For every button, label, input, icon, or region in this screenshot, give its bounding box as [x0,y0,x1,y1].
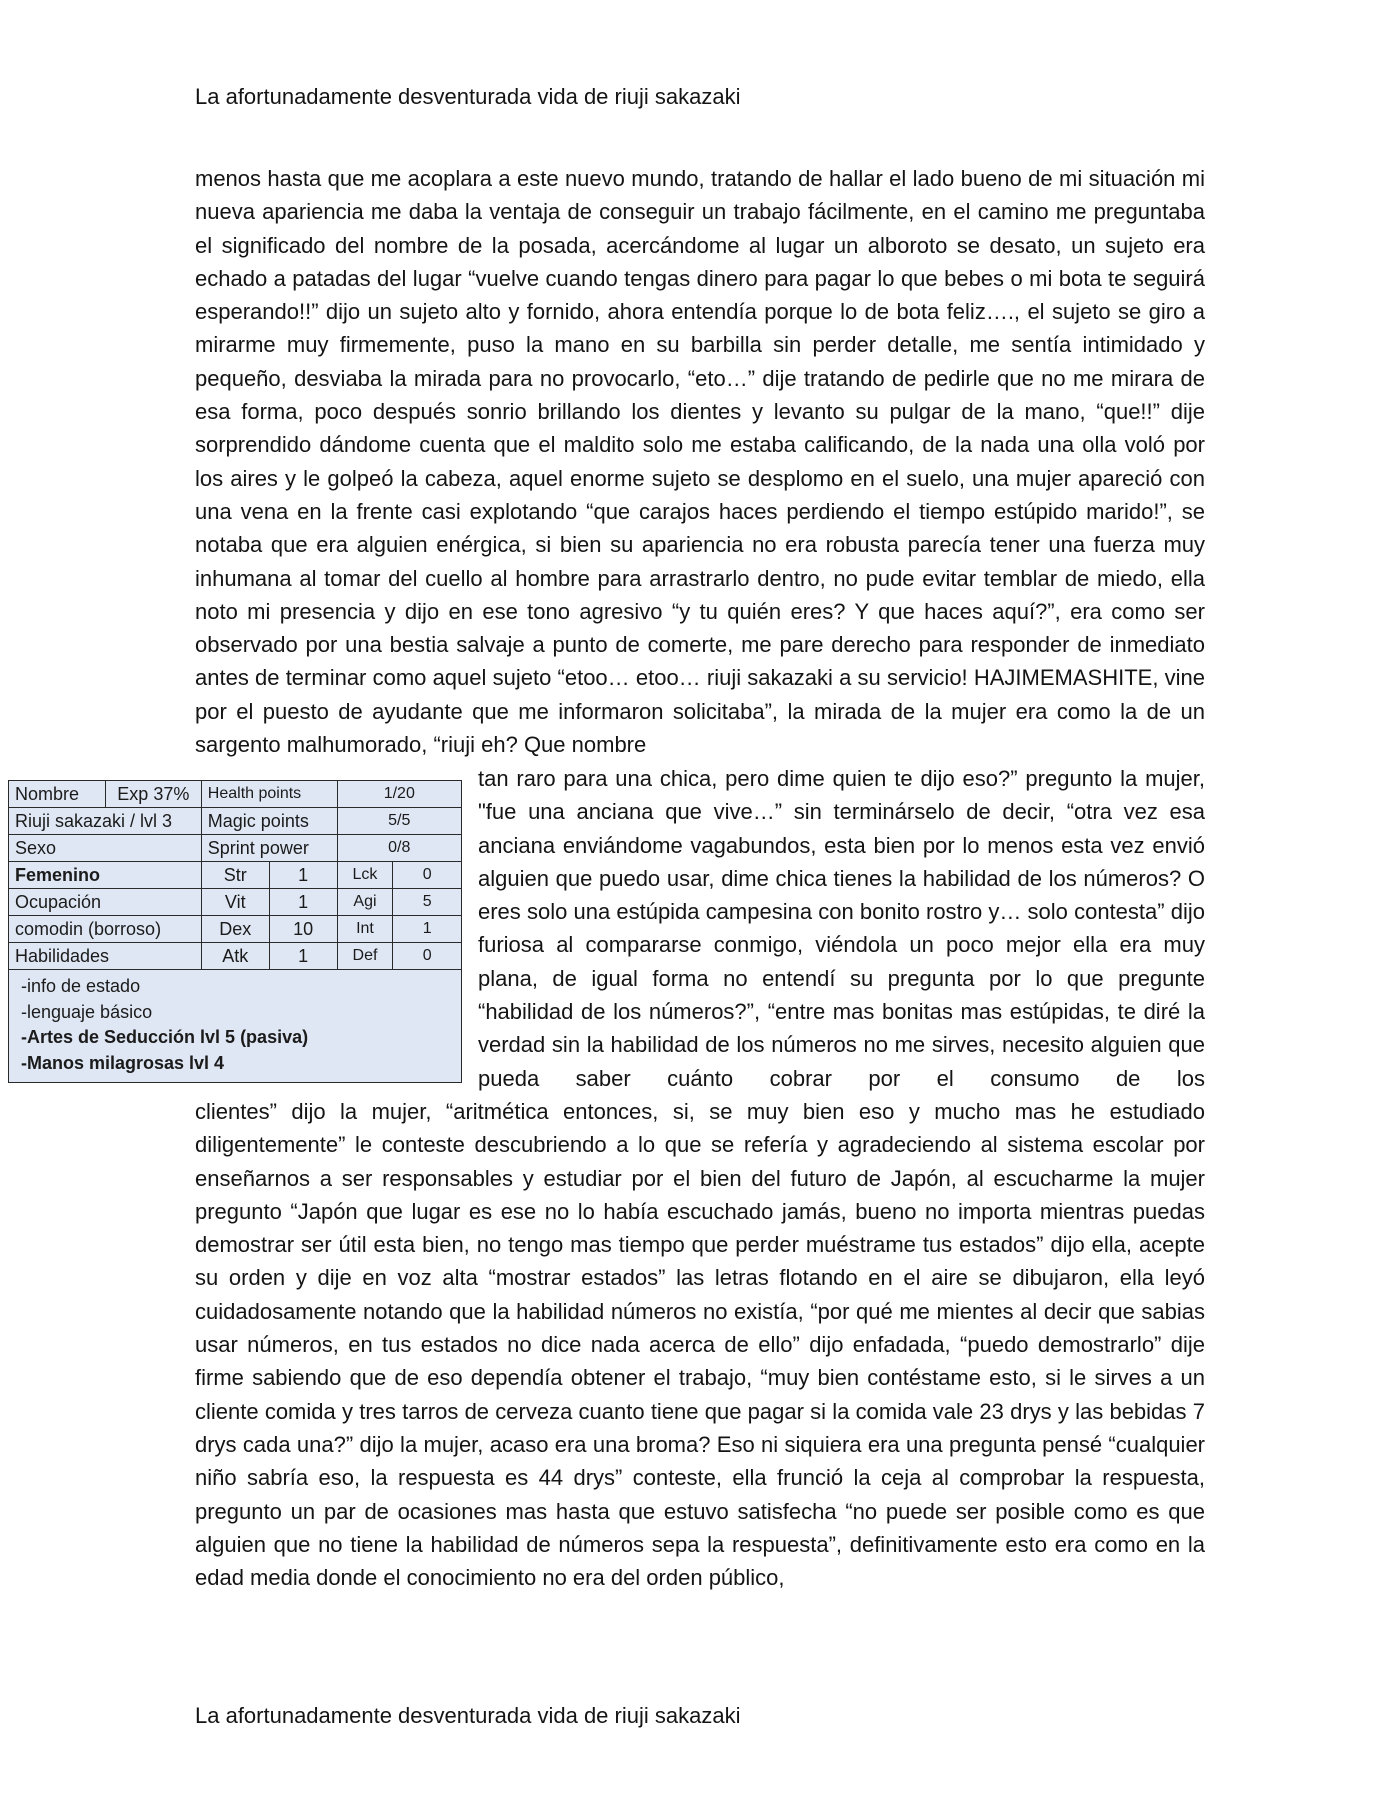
name-value: Riuji sakazaki / lvl 3 [9,808,202,835]
agi-value: 5 [393,889,462,916]
skill-item: -Manos milagrosas lvl 4 [21,1052,225,1073]
atk-label: Atk [201,943,269,970]
hp-value: 1/20 [337,781,461,808]
dex-value: 10 [269,916,337,943]
skills-label: Habilidades [9,943,202,970]
dex-label: Dex [201,916,269,943]
lck-value: 0 [393,862,462,889]
skill-item: -info de estado [21,976,141,996]
paragraph-after-table: clientes” dijo la mujer, “aritmética entonces, si, se muy bien eso y mucho mas he estudiado diligentemente” le conteste descubriendo a lo que se refería y agradeciendo al sistema escolar por enseñarnos a ser responsables y estudiar por el bien del futuro de Japón, al escucharme la mujer pregunto “Japón que lugar es ese no lo había escuchado jamás, bueno no importa mientras puedas demostrar ser útil esta bien, no tengo mas tiempo que perder muéstrame tus estados” dijo ella, acepte su orden y dije en voz alta “mostrar estados” las letras flotando en el aire se dibujaron, ella leyó cuidadosamente notando que la habilidad números no existía, “por qué me mientes al decir que sabias usar números, en tus estados no dice nada acerca de ello” dijo enfadada, “puedo demostrarlo” dije firme sabiendo que de eso dependía obtener el trabajo, “muy bien contéstame esto, si le sirves a un cliente comida y tres tarros de cerveza cuanto tiene que pagar si la comida vale 23 drys y las bebidas 7 drys cada una?” dijo la mujer, acaso era una broma? Eso ni siquiera era una pregunta pensé “cualquier niño sabría eso, la respuesta es 44 drys” conteste, ella frunció la ceja al comprobar la respuesta, pregunto un par de ocasiones mas hasta que estuvo satisfecha “no puede ser posible como es que alguien que no tiene la habilidad de números sepa la respuesta”, definitivamente esto era como en la edad media donde el conocimiento no era del orden público, [195,1099,1205,1591]
vit-label: Vit [201,889,269,916]
sp-label: Sprint power [201,835,337,862]
skill-item: -lenguaje básico [21,1001,153,1022]
paragraph-beside-table: tan raro para una chica, pero dime quien te dijo eso?” pregunto la mujer, "fue una anciana que vive…” sin terminárselo de decir, “otra vez esa anciana enviándome vagabundos, esta bien por lo menos esta vez envió alguien que puedo usar, dime chica tienes la habilidad de los números? O eres solo una estúpida campesina con bonito rostro y… solo contesta” dijo furiosa al compararse conmigo, viéndola un poco mejor ella era muy plana, de igual forma no entendí su pregunta por lo que pregunte “habilidad de los números?”, “entre mas bonitas mas estúpidas, te diré la verdad sin la habilidad de los números no me sirves, necesito alguien que pueda saber cuánto cobrar por el consumo de los [478,766,1205,1091]
exp-value: Exp 37% [105,781,201,808]
story-text [195,162,1205,761]
name-label: Nombre [9,781,106,808]
agi-label: Agi [337,889,393,916]
sp-value: 0/8 [337,835,461,862]
character-stats-table [8,780,462,1083]
occupation-label: Ocupación [9,889,202,916]
page-footer: La afortunadamente desventurada vida de riuji sakazaki [195,1703,741,1728]
def-value: 0 [393,943,462,970]
atk-value: 1 [269,943,337,970]
int-label: Int [337,916,393,943]
paragraph-before-table: menos hasta que me acoplara a este nuevo mundo, tratando de hallar el lado bueno de mi situación mi nueva apariencia me daba la ventaja de conseguir un trabajo fácilmente, en el camino me preguntaba el significado del nombre de la posada, acercándome al lugar un alboroto se desato, un sujeto era echado a patadas del lugar “vuelve cuando tengas dinero para pagar lo que bebes o mi bota te seguirá esperando!!” dijo un sujeto alto y fornido, ahora entendía porque lo de bota feliz…., el sujeto se giro a mirarme muy firmemente, puso la mano en su barbilla sin perder detalle, me sentía intimidado y pequeño, desviaba la mirada para no provocarlo, “eto…” dije tratando de pedirle que no me mirara de esa forma, poco después sonrio brillando los dientes y levanto su pulgar de la mano, “que!!” dije sorprendido dándome cuenta que el maldito solo me estaba calificando, de la nada una olla voló por los aires y le golpeó la cabeza, aquel enorme sujeto se desplomo en el suelo, una mujer apareció con una vena en la frente casi explotando “que carajos haces perdiendo el tiempo estúpido marido!”, se notaba que era alguien enérgica, si bien su apariencia no era robusta parecía tener una fuerza muy inhumana al tomar del cuello al hombre para arrastrarlo dentro, no pude evitar temblar de miedo, ella noto mi presencia y dijo en ese tono agresivo “y tu quién eres? Y que haces aquí?”, era como ser observado por una bestia salvaje a punto de comerte, me pare derecho para responder de inmediato antes de terminar como aquel sujeto “etoo… etoo… riuji sakazaki a su servicio! HAJIMEMASHITE, vine por el puesto de ayudante que me informaron solicitaba”, la mirada de la mujer era como la de un sargento malhumorado, “riuji eh? Que nombre [195,166,1205,758]
skills-list [9,970,462,1083]
hp-label: Health points [201,781,337,808]
occupation-value: comodin (borroso) [9,916,202,943]
str-value: 1 [269,862,337,889]
lck-label: Lck [337,862,393,889]
sex-label: Sexo [9,835,202,862]
vit-value: 1 [269,889,337,916]
def-label: Def [337,943,393,970]
sex-value: Femenino [9,862,202,889]
mp-label: Magic points [201,808,337,835]
page-header: La afortunadamente desventurada vida de riuji sakazaki [195,84,741,109]
str-label: Str [201,862,269,889]
int-value: 1 [393,916,462,943]
mp-value: 5/5 [337,808,461,835]
skill-item: -Artes de Seducción lvl 5 (pasiva) [21,1027,309,1047]
